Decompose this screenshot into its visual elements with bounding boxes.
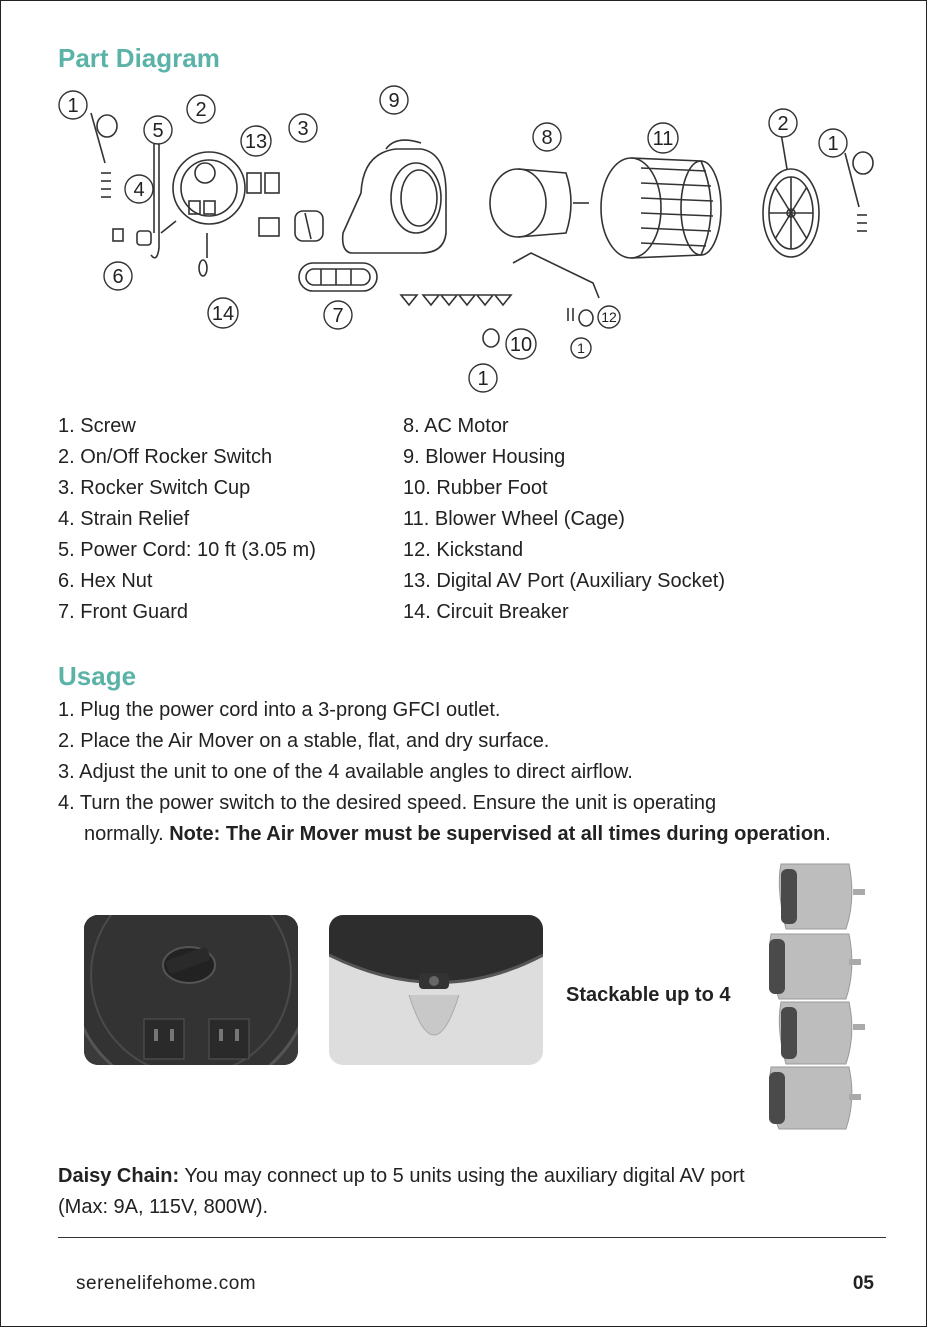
callout-3 xyxy=(289,114,317,142)
svg-text:10: 10 xyxy=(509,334,533,356)
kickstand-illustration xyxy=(513,253,599,326)
usage-step-4-continued xyxy=(58,819,888,850)
usage-heading: Usage xyxy=(58,661,137,691)
svg-text:14: 14 xyxy=(211,303,235,325)
daisy-chain-text: You may connect up to 5 units using the auxiliary digital AV port xyxy=(184,1165,745,1187)
usage-step-4-cont-text: normally. xyxy=(84,823,164,845)
outlet-switch-photo xyxy=(84,915,298,1065)
svg-text:1: 1 xyxy=(827,133,839,155)
parts-list-item: 9. Blower Housing xyxy=(403,446,566,468)
svg-text:1: 1 xyxy=(477,368,489,390)
svg-text:6: 6 xyxy=(112,266,124,288)
usage-steps xyxy=(58,695,888,850)
callout-14 xyxy=(208,298,238,328)
usage-step-4: 4. Turn the power switch to the desired speed. Ensure the unit is operating xyxy=(58,792,717,814)
svg-text:1: 1 xyxy=(577,340,585,356)
svg-text:3: 3 xyxy=(297,118,309,140)
parts-list-item: 1. Screw xyxy=(58,415,136,437)
parts-list-item: 6. Hex Nut xyxy=(58,570,153,592)
note-text: The Air Mover must be supervised at all times during operation xyxy=(225,823,826,845)
blower-housing-illustration xyxy=(343,140,446,253)
rear-guard-illustration xyxy=(763,133,819,257)
svg-text:1: 1 xyxy=(67,95,79,117)
page-number: 05 xyxy=(852,1273,874,1294)
note-label: Note: xyxy=(169,823,221,845)
usage-step-2: 2. Place the Air Mover on a stable, flat, and dry surface. xyxy=(58,730,550,752)
av-port-illustration xyxy=(247,173,279,236)
svg-text:11: 11 xyxy=(652,128,674,150)
callout-9 xyxy=(380,86,408,114)
callout-11 xyxy=(648,123,678,153)
parts-list-item: 13. Digital AV Port (Auxiliary Socket) xyxy=(403,570,725,592)
note-period: . xyxy=(825,823,831,845)
svg-text:9: 9 xyxy=(388,90,400,112)
switch-plate-illustration xyxy=(173,152,245,276)
svg-text:2: 2 xyxy=(195,99,207,121)
svg-text:12: 12 xyxy=(601,309,617,325)
rocker-switch-cup-illustration xyxy=(295,211,323,241)
callout-5 xyxy=(144,116,172,144)
stacked-units-photo xyxy=(761,859,871,1134)
callout-8 xyxy=(533,123,561,151)
parts-list-item: 8. AC Motor xyxy=(403,415,509,437)
daisy-chain-paragraph xyxy=(58,1161,888,1223)
callout-2-right xyxy=(769,109,797,137)
screw-set-right-illustration xyxy=(845,152,873,231)
footer-divider xyxy=(58,1237,886,1238)
svg-text:4: 4 xyxy=(133,179,145,201)
svg-text:8: 8 xyxy=(541,127,553,149)
stackable-label: Stackable up to 4 xyxy=(566,984,731,1006)
parts-list-item: 11. Blower Wheel (Cage) xyxy=(403,508,625,530)
parts-list-item: 2. On/Off Rocker Switch xyxy=(58,446,273,468)
ac-motor-illustration xyxy=(490,169,589,237)
parts-list-item: 7. Front Guard xyxy=(58,601,189,623)
callout-2-left xyxy=(187,95,215,123)
callout-10 xyxy=(506,329,536,359)
kickstand-photo xyxy=(329,915,543,1065)
part-diagram-heading: Part Diagram xyxy=(58,43,220,73)
parts-list-left xyxy=(58,411,316,628)
svg-text:7: 7 xyxy=(332,305,344,327)
callout-13 xyxy=(241,126,271,156)
callout-1-topleft xyxy=(59,91,87,119)
parts-list-item: 3. Rocker Switch Cup xyxy=(58,477,251,499)
svg-text:5: 5 xyxy=(152,120,164,142)
parts-list-right xyxy=(403,411,725,628)
exploded-parts-diagram xyxy=(51,83,891,393)
parts-list-item: 5. Power Cord: 10 ft (3.05 m) xyxy=(58,539,316,561)
svg-text:2: 2 xyxy=(777,113,789,135)
usage-step-1: 1. Plug the power cord into a 3-prong GFCI outlet. xyxy=(58,699,501,721)
callout-1-right xyxy=(819,129,847,157)
callout-12 xyxy=(598,306,620,328)
daisy-chain-specs: (Max: 9A, 115V, 800W). xyxy=(58,1196,269,1218)
blower-wheel-illustration xyxy=(601,158,721,258)
front-guard-illustration xyxy=(299,263,377,291)
parts-list-item: 12. Kickstand xyxy=(403,539,524,561)
rubber-feet-illustration xyxy=(401,295,511,347)
svg-text:13: 13 xyxy=(244,131,268,153)
usage-step-3: 3. Adjust the unit to one of the 4 available angles to direct airflow. xyxy=(58,761,633,783)
screw-set-left-illustration xyxy=(91,113,117,197)
parts-list-item: 14. Circuit Breaker xyxy=(403,601,569,623)
callout-1-small xyxy=(571,338,591,358)
parts-list-item: 10. Rubber Foot xyxy=(403,477,548,499)
footer-website: serenelifehome.com xyxy=(76,1273,257,1294)
callout-1-bottom xyxy=(469,364,497,392)
parts-list-item: 4. Strain Relief xyxy=(58,508,190,530)
daisy-chain-label: Daisy Chain: xyxy=(58,1165,180,1187)
callout-4 xyxy=(125,175,153,203)
callout-6 xyxy=(104,262,132,290)
callout-7 xyxy=(324,301,352,329)
